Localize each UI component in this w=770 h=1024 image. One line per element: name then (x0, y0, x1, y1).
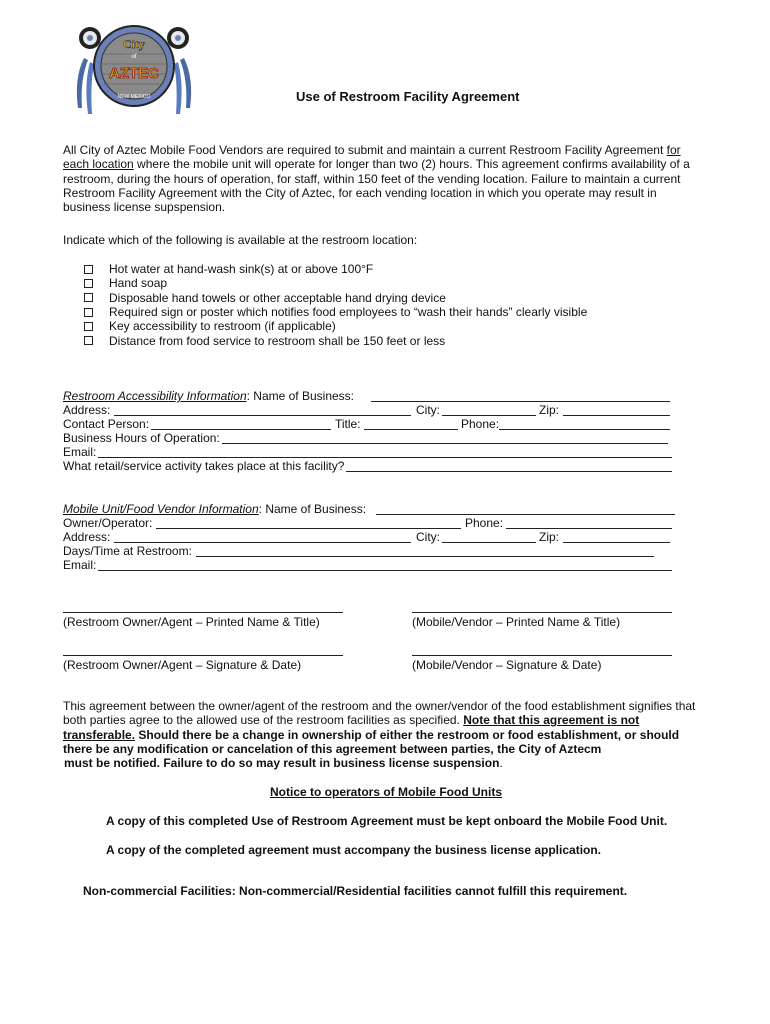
checklist-item[interactable] (84, 305, 587, 319)
restroom-hours-field[interactable] (222, 443, 668, 444)
mobile-phone-label: Phone: (465, 516, 504, 530)
noncommercial-text: Non-commercial Facilities: Non-commercial/Residential facilities cannot fulfill this requirement. (83, 884, 628, 898)
mobile-email-label: Email: (63, 558, 97, 572)
checklist-item[interactable] (84, 291, 587, 305)
restroom-heading-text: Restroom Accessibility Information (63, 389, 247, 403)
vendor-signature-line[interactable] (412, 655, 672, 656)
checklist-item[interactable] (84, 333, 587, 347)
checklist-item[interactable] (84, 276, 587, 290)
owner-signature-line[interactable] (63, 655, 343, 656)
checkbox[interactable] (84, 293, 93, 302)
restroom-contact-label: Contact Person: (63, 417, 150, 431)
mobile-owner-label: Owner/Operator: (63, 516, 153, 530)
checklist-item[interactable] (84, 262, 587, 276)
agreement-text: This agreement between the owner/agent of the restroom and the owner/vendor of the food establishment signifies that both parties agree to the allowed use of the restroom facilities as specified. (63, 699, 696, 728)
right-sun-icon (167, 27, 189, 49)
restroom-phone-label: Phone: (461, 417, 500, 431)
checklist-item[interactable] (84, 319, 587, 333)
mobile-section-heading (63, 502, 366, 516)
restroom-checklist (84, 262, 587, 348)
logo-city-text: City (123, 37, 145, 51)
restroom-contact-field[interactable] (151, 429, 331, 430)
vendor-printed-caption: (Mobile/Vendor – Printed Name & Title) (412, 615, 621, 629)
mobile-business-name-field[interactable] (376, 514, 675, 515)
page-title: Use of Restroom Facility Agreement (296, 89, 520, 104)
restroom-activity-field[interactable] (346, 471, 672, 472)
vendor-signature-caption: (Mobile/Vendor – Signature & Date) (412, 658, 602, 672)
checklist-label: Key accessibility to restroom (if applicable) (109, 319, 336, 334)
agreement-last-line (64, 756, 503, 770)
restroom-title-field[interactable] (364, 429, 458, 430)
logo-new-mexico-text: NEW MEXICO (117, 94, 151, 100)
restroom-name-label: : Name of Business: (246, 389, 355, 403)
restroom-zip-label: Zip: (539, 403, 560, 417)
checkbox[interactable] (84, 322, 93, 331)
left-sun-icon (79, 27, 101, 49)
owner-printed-name-line[interactable] (63, 612, 343, 613)
restroom-address-label: Address: (63, 403, 111, 417)
agreement-period: . (499, 756, 503, 770)
left-feathers-icon (77, 58, 94, 114)
restroom-address-field[interactable] (114, 415, 411, 416)
checkbox[interactable] (84, 265, 93, 274)
intro-paragraph (63, 143, 703, 214)
mobile-owner-field[interactable] (156, 528, 461, 529)
checklist-label: Required sign or poster which notifies food employees to “wash their hands” clearly visible (109, 305, 588, 320)
logo-of-text: of (131, 54, 137, 60)
mobile-zip-field[interactable] (563, 542, 670, 543)
checklist-label: Disposable hand towels or other acceptable hand drying device (109, 290, 446, 305)
checkbox[interactable] (84, 336, 93, 345)
restroom-city-field[interactable] (442, 415, 536, 416)
restroom-business-name-field[interactable] (371, 401, 670, 402)
agreement-notify-text: must be notified. Failure to do so may result in business license suspension (64, 756, 500, 770)
notice-heading: Notice to operators of Mobile Food Units (270, 785, 502, 799)
notice-onboard-text: A copy of this completed Use of Restroom Agreement must be kept onboard the Mobile Food Unit. (106, 814, 668, 828)
checklist-label: Hot water at hand-wash sink(s) at or above 100°F (109, 262, 374, 277)
agreement-bold-text: Should there be a change in ownership of either the restroom or food establishment, or should there be any modification or cancelation of this agreement between parties, the City of Aztecm (63, 727, 680, 756)
restroom-section-heading (63, 389, 354, 403)
mobile-heading-text: Mobile Unit/Food Vendor Information (63, 502, 259, 516)
restroom-phone-field[interactable] (499, 429, 670, 430)
agreement-paragraph (63, 699, 698, 756)
agreement-not-transferable: Note that this agreement is not transferable. (63, 713, 640, 742)
mobile-phone-field[interactable] (506, 528, 672, 529)
owner-printed-caption: (Restroom Owner/Agent – Printed Name & Title) (63, 615, 320, 629)
owner-signature-caption: (Restroom Owner/Agent – Signature & Date) (63, 658, 302, 672)
checklist-label: Distance from food service to restroom shall be 150 feet or less (109, 333, 446, 348)
restroom-zip-field[interactable] (563, 415, 670, 416)
notice-license-text: A copy of the completed agreement must accompany the business license application. (106, 843, 602, 857)
logo-aztec-text: AZTEC (109, 65, 159, 82)
mobile-city-field[interactable] (442, 542, 536, 543)
mobile-address-label: Address: (63, 530, 111, 544)
vendor-printed-name-line[interactable] (412, 612, 672, 613)
restroom-hours-label: Business Hours of Operation: (63, 431, 220, 445)
mobile-days-label: Days/Time at Restroom: (63, 544, 192, 558)
mobile-zip-label: Zip: (539, 530, 560, 544)
mobile-email-field[interactable] (98, 570, 672, 571)
restroom-title-label: Title: (335, 417, 361, 431)
restroom-email-label: Email: (63, 445, 97, 459)
mobile-city-label: City: (416, 530, 440, 544)
intro-text-1: All City of Aztec Mobile Food Vendors are required to submit and maintain a current Restroom Facility Agreement (63, 143, 667, 157)
indicate-label: Indicate which of the following is available at the restroom location: (63, 233, 418, 247)
restroom-city-label: City: (416, 403, 440, 417)
checklist-label: Hand soap (109, 276, 168, 291)
checkbox[interactable] (84, 279, 93, 288)
mobile-name-label: : Name of Business: (258, 502, 367, 516)
restroom-activity-label: What retail/service activity takes place at this facility? (63, 459, 345, 473)
right-feathers-icon (174, 58, 191, 114)
checkbox[interactable] (84, 308, 93, 317)
intro-text-2: where the mobile unit will operate for longer than two (2) hours. This agreement confirms availability of a restroom, during the hours of operation, for staff, within 150 feet of the vending location. Failure to maintain a current Restroom Facility Agreement with the City of Aztec, for each vending location in which you operate may result in business license supspension. (63, 157, 690, 215)
city-of-aztec-logo (70, 18, 198, 118)
intro-text-underlined: for each location (63, 143, 681, 172)
mobile-address-field[interactable] (114, 542, 411, 543)
restroom-email-field[interactable] (98, 457, 672, 458)
mobile-days-field[interactable] (196, 556, 654, 557)
